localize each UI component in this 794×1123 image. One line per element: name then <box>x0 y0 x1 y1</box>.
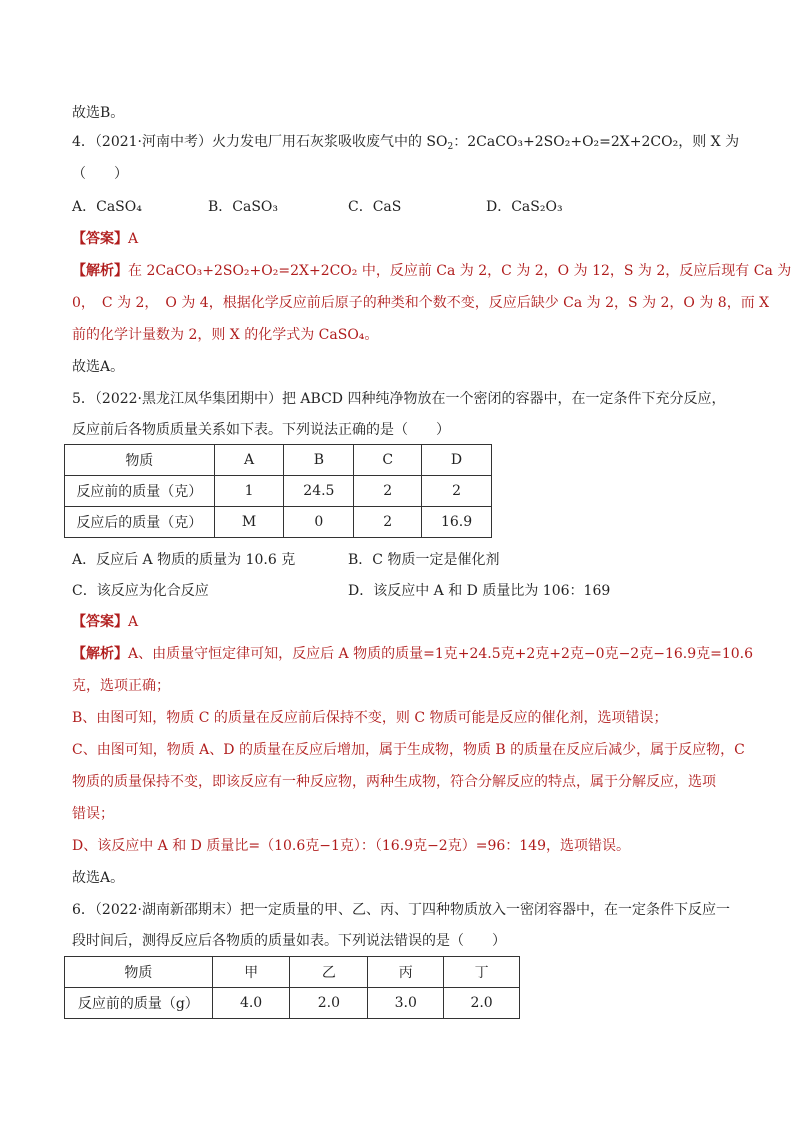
q6-header-cell: 丙 <box>368 957 444 988</box>
q5-analysis-line-3: B、由图可知，物质 C 的质量在反应前后保持不变，则 C 物质可能是反应的催化剂，选项错误； <box>72 710 668 726</box>
q5-cell: 2 <box>354 507 422 538</box>
q5-option-a: A．反应后 A 物质的质量为 10.6 克 <box>72 552 296 568</box>
q6-cell: 3.0 <box>368 988 444 1019</box>
q5-analysis-line-1 <box>72 645 753 663</box>
q5-answer <box>72 613 138 631</box>
q5-cell: 反应前的质量（克） <box>65 476 215 507</box>
q5-option-c: C．该反应为化合反应 <box>72 583 209 599</box>
q5-analysis-line-2: 克，选项正确； <box>72 678 170 694</box>
q5-cell: 24.5 <box>284 476 354 507</box>
q5-cell: 16.9 <box>422 507 492 538</box>
q5-conclusion: 故选A。 <box>72 870 125 886</box>
q5-analysis-line-5: 物质的质量保持不变，即该反应有一种反应物，两种生成物，符合分解反应的特点，属于分解反应，选项 <box>72 774 716 790</box>
q4-answer <box>72 230 138 248</box>
q4-answer-value: A <box>128 231 139 247</box>
q5-analysis-line-7: D、该反应中 A 和 D 质量比=（10.6克−1克）：（16.9克−2克）=96：149，选项错误。 <box>72 838 630 854</box>
q6-table-row <box>65 988 520 1019</box>
q6-header-cell: 物质 <box>65 957 213 988</box>
q4-analysis-line-2: 0， C 为 2， O 为 4，根据化学反应前后原子的种类和个数不变，反应后缺少 Ca 为 2，S 为 2，O 为 8，而 X <box>72 295 770 311</box>
q6-cell: 反应前的质量（g） <box>65 988 213 1019</box>
q5-cell: 2 <box>354 476 422 507</box>
q5-analysis-text-1: A、由质量守恒定律可知，反应后 A 物质的质量=1克+24.5克+2克+2克−0克−2克−16.9克=10.6 <box>128 646 754 662</box>
q5-answer-value: A <box>128 614 139 630</box>
q4-option-a: A．CaSO₄ <box>72 199 142 215</box>
q4-stem-sub: 2 <box>447 142 454 152</box>
q5-table-row <box>65 507 492 538</box>
q4-stem-line-1 <box>72 133 739 151</box>
q5-stem-line-2: 反应前后各物质质量关系如下表。下列说法正确的是（ ） <box>72 422 450 438</box>
q4-analysis-line-3: 前的化学计量数为 2，则 X 的化学式为 CaSO₄。 <box>72 327 379 343</box>
q5-option-d: D．该反应中 A 和 D 质量比为 106：169 <box>348 583 611 599</box>
q6-header-cell: 丁 <box>444 957 520 988</box>
q4-option-d: D．CaS₂O₃ <box>486 199 563 215</box>
q5-cell: M <box>214 507 284 538</box>
q5-header-cell: B <box>284 445 354 476</box>
q4-stem-a: 4．（2021·河南中考）火力发电厂用石灰浆吸收废气中的 SO <box>72 134 448 150</box>
q6-header-cell: 乙 <box>290 957 368 988</box>
q5-stem-line-1: 5．（2022·黑龙江凤华集团期中）把 ABCD 四种纯净物放在一个密闭的容器中，在一定条件下充分反应， <box>72 391 726 407</box>
q6-stem-line-1: 6．（2022·湖南新邵期末）把一定质量的甲、乙、丙、丁四种物质放入一密闭容器中，在一定条件下反应一 <box>72 902 730 918</box>
q5-analysis-line-6: 错误； <box>72 806 114 822</box>
q5-cell: 1 <box>214 476 284 507</box>
q5-table-header-row <box>65 445 492 476</box>
q4-stem-line-2: （ ） <box>72 166 128 182</box>
q6-cell: 4.0 <box>212 988 290 1019</box>
q4-option-c: C．CaS <box>348 199 402 215</box>
q3-conclusion: 故选B。 <box>72 105 125 121</box>
q4-option-b: B．CaSO₃ <box>208 199 279 215</box>
q5-header-cell: D <box>422 445 492 476</box>
q6-cell: 2.0 <box>290 988 368 1019</box>
q5-answer-tag: 【答案】 <box>72 614 128 630</box>
q5-analysis-tag: 【解析】 <box>72 646 128 662</box>
q5-analysis-line-4: C、由图可知，物质 A、D 的质量在反应后增加，属于生成物，物质 B 的质量在反应后减少，属于反应物，C <box>72 742 745 758</box>
q6-table <box>64 956 520 1019</box>
q4-stem-b: ：2CaCO₃+2SO₂+O₂=2X+2CO₂，则 X 为 <box>453 134 740 150</box>
q5-header-cell: C <box>354 445 422 476</box>
q5-cell: 2 <box>422 476 492 507</box>
q6-header-cell: 甲 <box>212 957 290 988</box>
q4-analysis-line-1 <box>72 262 791 280</box>
q4-analysis-tag: 【解析】 <box>72 263 128 279</box>
q5-table-row <box>65 476 492 507</box>
q5-table <box>64 444 492 538</box>
q5-option-b: B．C 物质一定是催化剂 <box>348 552 500 568</box>
q5-cell: 0 <box>284 507 354 538</box>
q5-header-cell: 物质 <box>65 445 215 476</box>
q4-answer-tag: 【答案】 <box>72 231 128 247</box>
q6-stem-line-2: 段时间后，测得反应后各物质的质量如表。下列说法错误的是（ ） <box>72 933 506 949</box>
q4-analysis-text-1: 在 2CaCO₃+2SO₂+O₂=2X+2CO₂ 中，反应前 Ca 为 2，C 为 2，O 为 12，S 为 2，反应后现有 Ca 为 <box>128 263 792 279</box>
q5-cell: 反应后的质量（克） <box>65 507 215 538</box>
q6-cell: 2.0 <box>444 988 520 1019</box>
q5-header-cell: A <box>214 445 284 476</box>
q4-conclusion: 故选A。 <box>72 359 125 375</box>
q6-table-header-row <box>65 957 520 988</box>
